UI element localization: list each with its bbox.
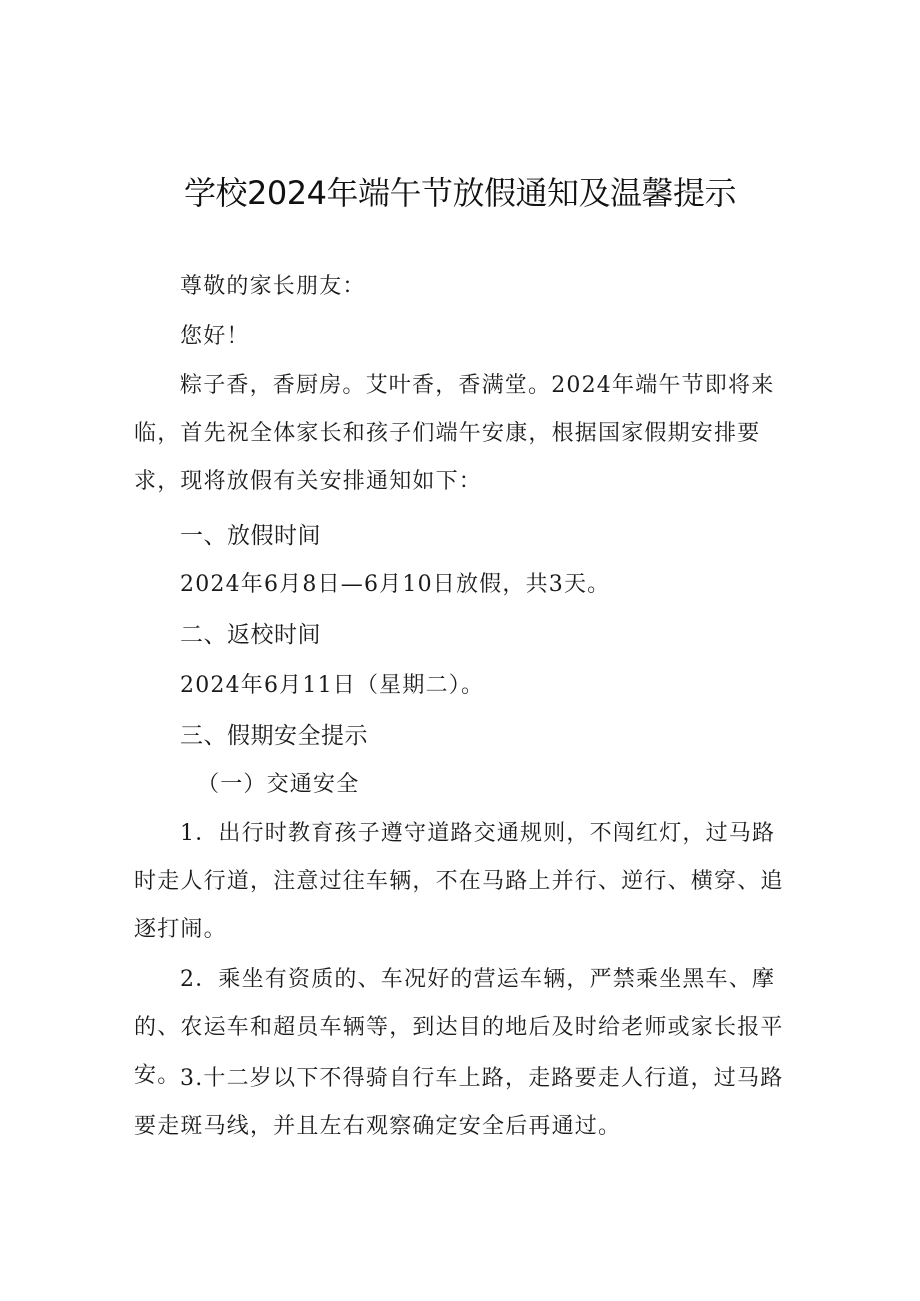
return-time-content: 2024年6月11日（星期二）。 bbox=[180, 673, 485, 698]
section-heading-safety-tips: 三、假期安全提示 bbox=[180, 723, 368, 749]
section-heading-return-time: 二、返校时间 bbox=[180, 622, 321, 648]
safety-item-2: 2．乘坐有资质的、车况好的营运车辆，严禁乘坐黑车、摩的、农运车和超员车辆等，到达目的地后及时给老师或家长报平安。 bbox=[134, 967, 784, 1088]
subheading-traffic-safety: （一）交通安全 bbox=[197, 772, 360, 797]
safety-item-3: 3.十二岁以下不得骑自行车上路，走路要走人行道，过马路要走斑马线，并且左右观察确定安全后再通过。 bbox=[134, 1066, 784, 1139]
greeting: 尊敬的家长朋友： bbox=[180, 274, 366, 299]
intro-paragraph: 粽子香，香厨房。艾叶香，香满堂。2024年端午节即将来临，首先祝全体家长和孩子们端午安康，根据国家假期安排要求，现将放假有关安排通知如下： bbox=[134, 373, 775, 494]
document-title: 学校2024年端午节放假通知及温馨提示 bbox=[184, 174, 736, 212]
safety-item-1: 1．出行时教育孩子遵守道路交通规则，不闯红灯，过马路时走人行道，注意过往车辆，不在马路上并行、逆行、横穿、追逐打闹。 bbox=[134, 821, 784, 942]
hello-line: 您好！ bbox=[180, 324, 250, 349]
holiday-time-content: 2024年6月8日—6月10日放假，共3天。 bbox=[180, 572, 611, 597]
section-heading-holiday-time: 一、放假时间 bbox=[180, 523, 321, 549]
